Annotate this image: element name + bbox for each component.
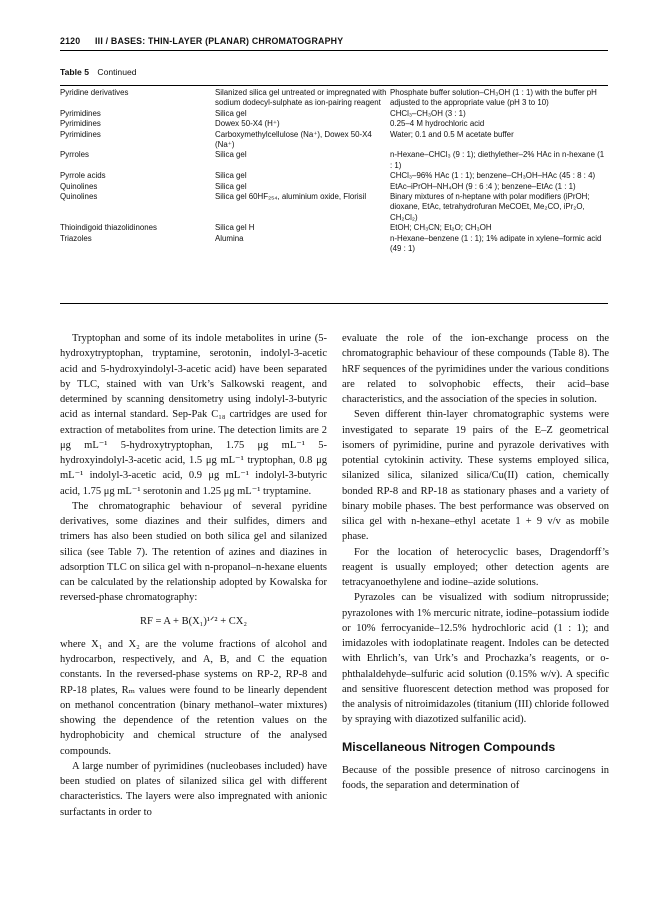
running-head: [60, 36, 608, 46]
data-table: [60, 88, 608, 255]
table-cell-c2: Silica gel H: [215, 223, 255, 233]
table-cell-c1: Quinolines: [60, 192, 98, 202]
table-caption: [60, 67, 137, 77]
table-cell-c3: Binary mixtures of n-heptane with polar modifiers (iPrOH; dioxane, EtAc, tetrahydrofuran MeCOEt, Me₂CO, iPr₂O, CH₂Cl₂): [390, 192, 590, 222]
table-cell-c3: CHCl₃–CH₃OH (3 : 1): [390, 108, 466, 118]
paragraph: The chromatographic behaviour of several pyridine derivatives, some diazines and their sulfides, dimers and trimers has also been studied on both silica gel and silanized silica (see Table 7). The retention of azines and diazines in adsorption TLC on silica gel with n-propanol–n-hexane eluents can be calculated by the relationship adopted by Kowalska for reversed-phase chromatography:: [60, 500, 327, 604]
table-row: [60, 182, 608, 192]
paragraph: A large number of pyrimidines (nucleobases included) have been studied on plates of silanized silica gel with different characteristics. The layers were also impregnated with anionic surfactants in order to: [60, 760, 327, 818]
table-cell-c1: Pyridine derivatives: [60, 88, 129, 97]
section-heading: Miscellaneous Nitrogen Compounds: [342, 739, 556, 754]
table-cell-c3: EtAc–iPrOH–NH₄OH (9 : 6 :4 ); benzene–EtAc (1 : 1): [390, 181, 576, 191]
running-title: III / BASES: THIN-LAYER (PLANAR) CHROMATOGRAPHY: [95, 36, 344, 46]
table-row: [60, 109, 608, 119]
table-row: [60, 119, 608, 129]
table-cell-c2: Dowex 50-X4 (H⁺): [215, 119, 280, 129]
table-label: Table 5: [60, 67, 89, 77]
table-row: [60, 171, 608, 181]
table-cell-c1: Pyrimidines: [60, 119, 101, 129]
table-cell-c2: Silica gel: [215, 108, 247, 118]
table-cell-c3: EtOH; CH₃CN; Et₂O; CH₃OH: [390, 223, 492, 233]
table-cell-c1: Pyrrole acids: [60, 171, 106, 181]
table-cell-c3: n-Hexane–benzene (1 : 1); 1% adipate in xylene–formic acid (49 : 1): [390, 233, 602, 254]
paragraph: Pyrazoles can be visualized with sodium nitroprusside; pyrazolones with 1% mercuric nitrate, iodine–potassium iodide or 10% ferrocyanide–12.5% hydrochloric acid (1 : 1); and imidazoles with iodoplatinate reagent. Indoles can be detected with Ehrlich’s, van Urk’s and Prochazka’s reagents, or o-phthalaldehyde–sulfuric acid solution (0.15% w/v). A specific and sensitive fluorescent detection method was proposed for the analysis of nitroimidazoles (titanium (III) chloride followed by spraying with diazotized sulfanilic acid).: [342, 592, 609, 726]
table-row: [60, 192, 608, 223]
table-row: [60, 223, 608, 233]
table-cell-c2: Silica gel: [215, 181, 247, 191]
paragraph: For the location of heterocyclic bases, Dragendorff’s reagent is usually employed; other detection agents are tetracyanoethylene and iodine–azide solutions.: [342, 546, 609, 588]
paragraph: where X₁ and X₂ are the volume fractions of alcohol and hydrocarbon, respectively, and A, B, and C the equation constants. In the reversed-phase systems on RP-2, RP-8 and RP-18 plates, Rₘ values were found to be linearly dependent on methanol concentration (binary methanol–water mixtures) showing the dependence of the retention values on the hydrophobicity and chemical structure of the analysed compounds.: [60, 638, 327, 757]
table-cell-c2: Silica gel 60HF₂₅₄, aluminium oxide, Florisil: [215, 192, 367, 202]
table-row: [60, 150, 608, 171]
table-cell-c2: Silica gel: [215, 150, 247, 160]
table-cell-c3: 0.25–4 M hydrochloric acid: [390, 119, 485, 129]
table-cell-c1: Pyrimidines: [60, 129, 101, 139]
header-rule: [60, 50, 608, 51]
table-cell-c2: Alumina: [215, 233, 244, 243]
left-column: [60, 331, 327, 820]
table-cell-c3: CHCl₃–96% HAc (1 : 1); benzene–CH₃OH–HAc (45 : 8 : 4): [390, 171, 596, 181]
table-cell-c1: Pyrimidines: [60, 108, 101, 118]
table-cell-c3: n-Hexane–CHCl₃ (9 : 1); diethylether–2% HAc in n-hexane (1 : 1): [390, 150, 605, 170]
page-number: 2120: [60, 36, 81, 46]
table-cell-c1: Pyrroles: [60, 150, 89, 160]
paragraph: Tryptophan and some of its indole metabolites in urine (5-hydroxytryptophan, tryptamine, serotonin, indolyl-3-acetic acid and 5-hydroxyindolyl-3-acetic acid) have been separated by TLC, stained with van Urk’s Salkowski reagent, and determined by scanning densitometry using indolyl-3-butyric acid as internal standard. Sep-Pak C₁₈ cartridges are used for extraction of metabolites from urine. The detection limits are 2 μg mL⁻¹ 5-hydroxytryptophan, 1.75 μg mL⁻¹ 5-hydroxyindolyl-3-acetic acid, 1.5 μg mL⁻¹ tryptophan, 0.8 μg mL⁻¹ indolyl-3-acetic acid, 0.9 μg mL⁻¹ indolyl-3-butyric acid, 1.75 μg mL⁻¹ serotonin and 1.25 μg mL⁻¹ tryptamine.: [60, 333, 327, 497]
table-cell-c3: Water; 0.1 and 0.5 M acetate buffer: [390, 129, 514, 139]
paragraph: Seven different thin-layer chromatographic systems were investigated to separate 19 pairs of the E–Z geometrical isomers of pyrimidine, purine and pyrazole derivatives with potential cytokinin activity. These systems employed silica, silanized silica, silanized silica/Cu(II) cation, chemically bonded RP-8 and RP-18 as stationary phases and a variety of binary mobile phases. The best performance was observed on silica gel with n-hexane–ethyl acetate 1 + 9 v/v as mobile phase.: [342, 409, 609, 543]
table-body: [60, 88, 608, 255]
table-cell-c2: Carboxymethylcellulose (Na⁺), Dowex 50-X4 (Na⁺): [215, 129, 372, 150]
table-cell-c3: Phosphate buffer solution–CH₃OH (1 : 1) with the buffer pH adjusted to the appropriate value (pH 3 to 10): [390, 88, 597, 108]
equation: RF = A + B(X₁)¹ᐟ² + CX₂: [139, 615, 247, 627]
table-row: [60, 130, 608, 151]
table-cell-c1: Triazoles: [60, 233, 92, 243]
table-row: [60, 234, 608, 255]
table-cell-c1: Quinolines: [60, 181, 98, 191]
table-cell-c2: Silanized silica gel untreated or impregnated with sodium dodecyl-sulphate as ion-pairing reagent: [215, 88, 387, 108]
paragraph: evaluate the role of the ion-exchange process on the chromatographic behaviour of these compounds (Table 8). The hRF sequences of the pyrimidines under the various conditions are related to solvophobic effects, their acid–base characteristics, and the association of the species in solution.: [342, 333, 609, 405]
table-cell-c2: Silica gel: [215, 171, 247, 181]
right-column: [342, 331, 609, 793]
table-row: [60, 88, 608, 109]
table-cell-c1: Thioindigoid thiazolidinones: [60, 223, 157, 233]
table-bottom-rule: [60, 303, 608, 304]
table-caption-text: Continued: [97, 67, 137, 77]
paragraph: Because of the possible presence of nitroso carcinogens in foods, the separation and determination of: [342, 764, 609, 791]
table-top-rule: [60, 85, 608, 86]
